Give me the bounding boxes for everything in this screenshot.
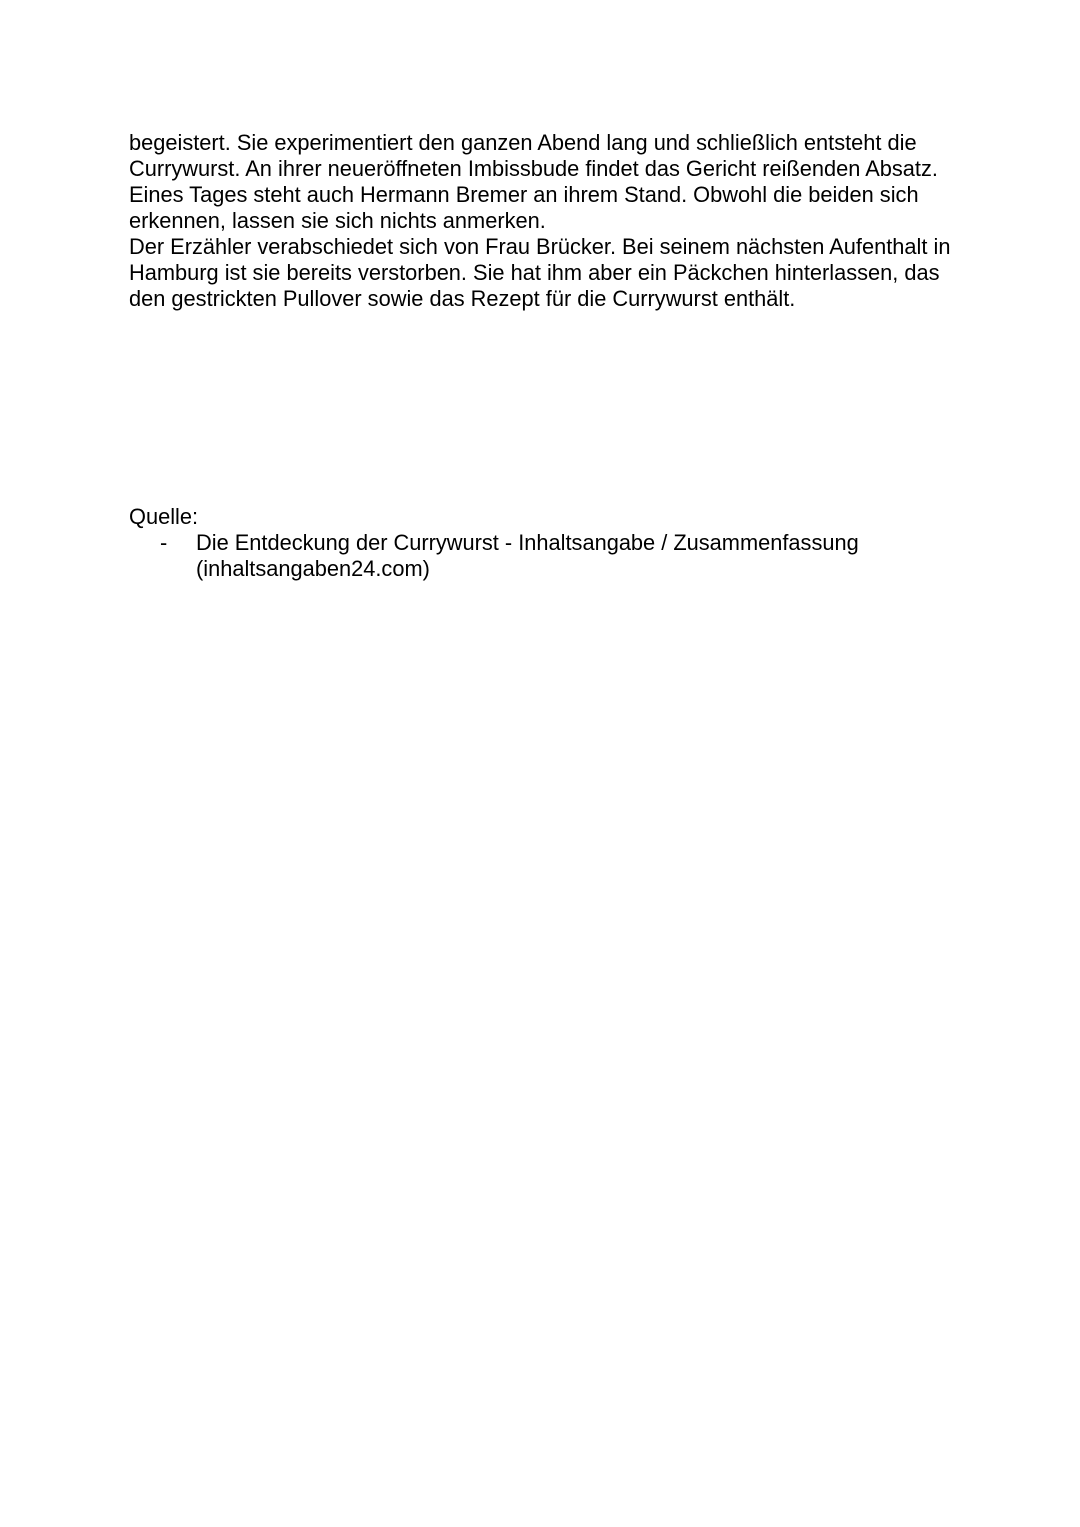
source-item-title: Die Entdeckung der Currywurst - Inhaltsangabe / Zusammenfassung (196, 530, 859, 555)
paragraph-line: Der Erzähler verabschiedet sich von Frau Brücker. Bei seinem nächsten Aufenthalt in (129, 234, 951, 259)
paragraph-line: den gestrickten Pullover sowie das Rezept für die Currywurst enthält. (129, 286, 796, 311)
bullet-dash: - (160, 530, 168, 555)
paragraph-line: Eines Tages steht auch Hermann Bremer an ihrem Stand. Obwohl die beiden sich (129, 182, 919, 207)
paragraph-line: erkennen, lassen sie sich nichts anmerken. (129, 208, 546, 233)
source-item-domain: (inhaltsangaben24.com) (196, 556, 430, 581)
paragraph-line: Hamburg ist sie bereits verstorben. Sie hat ihm aber ein Päckchen hinterlassen, das (129, 260, 940, 285)
source-section (129, 504, 959, 582)
paragraph-line: begeistert. Sie experimentiert den ganzen Abend lang und schließlich entsteht die (129, 130, 917, 155)
source-label: Quelle: (129, 504, 199, 529)
summary-paragraph (129, 130, 959, 312)
source-list-item (129, 530, 959, 582)
paragraph-line: Currywurst. An ihrer neueröffneten Imbissbude findet das Gericht reißenden Absatz. (129, 156, 938, 181)
